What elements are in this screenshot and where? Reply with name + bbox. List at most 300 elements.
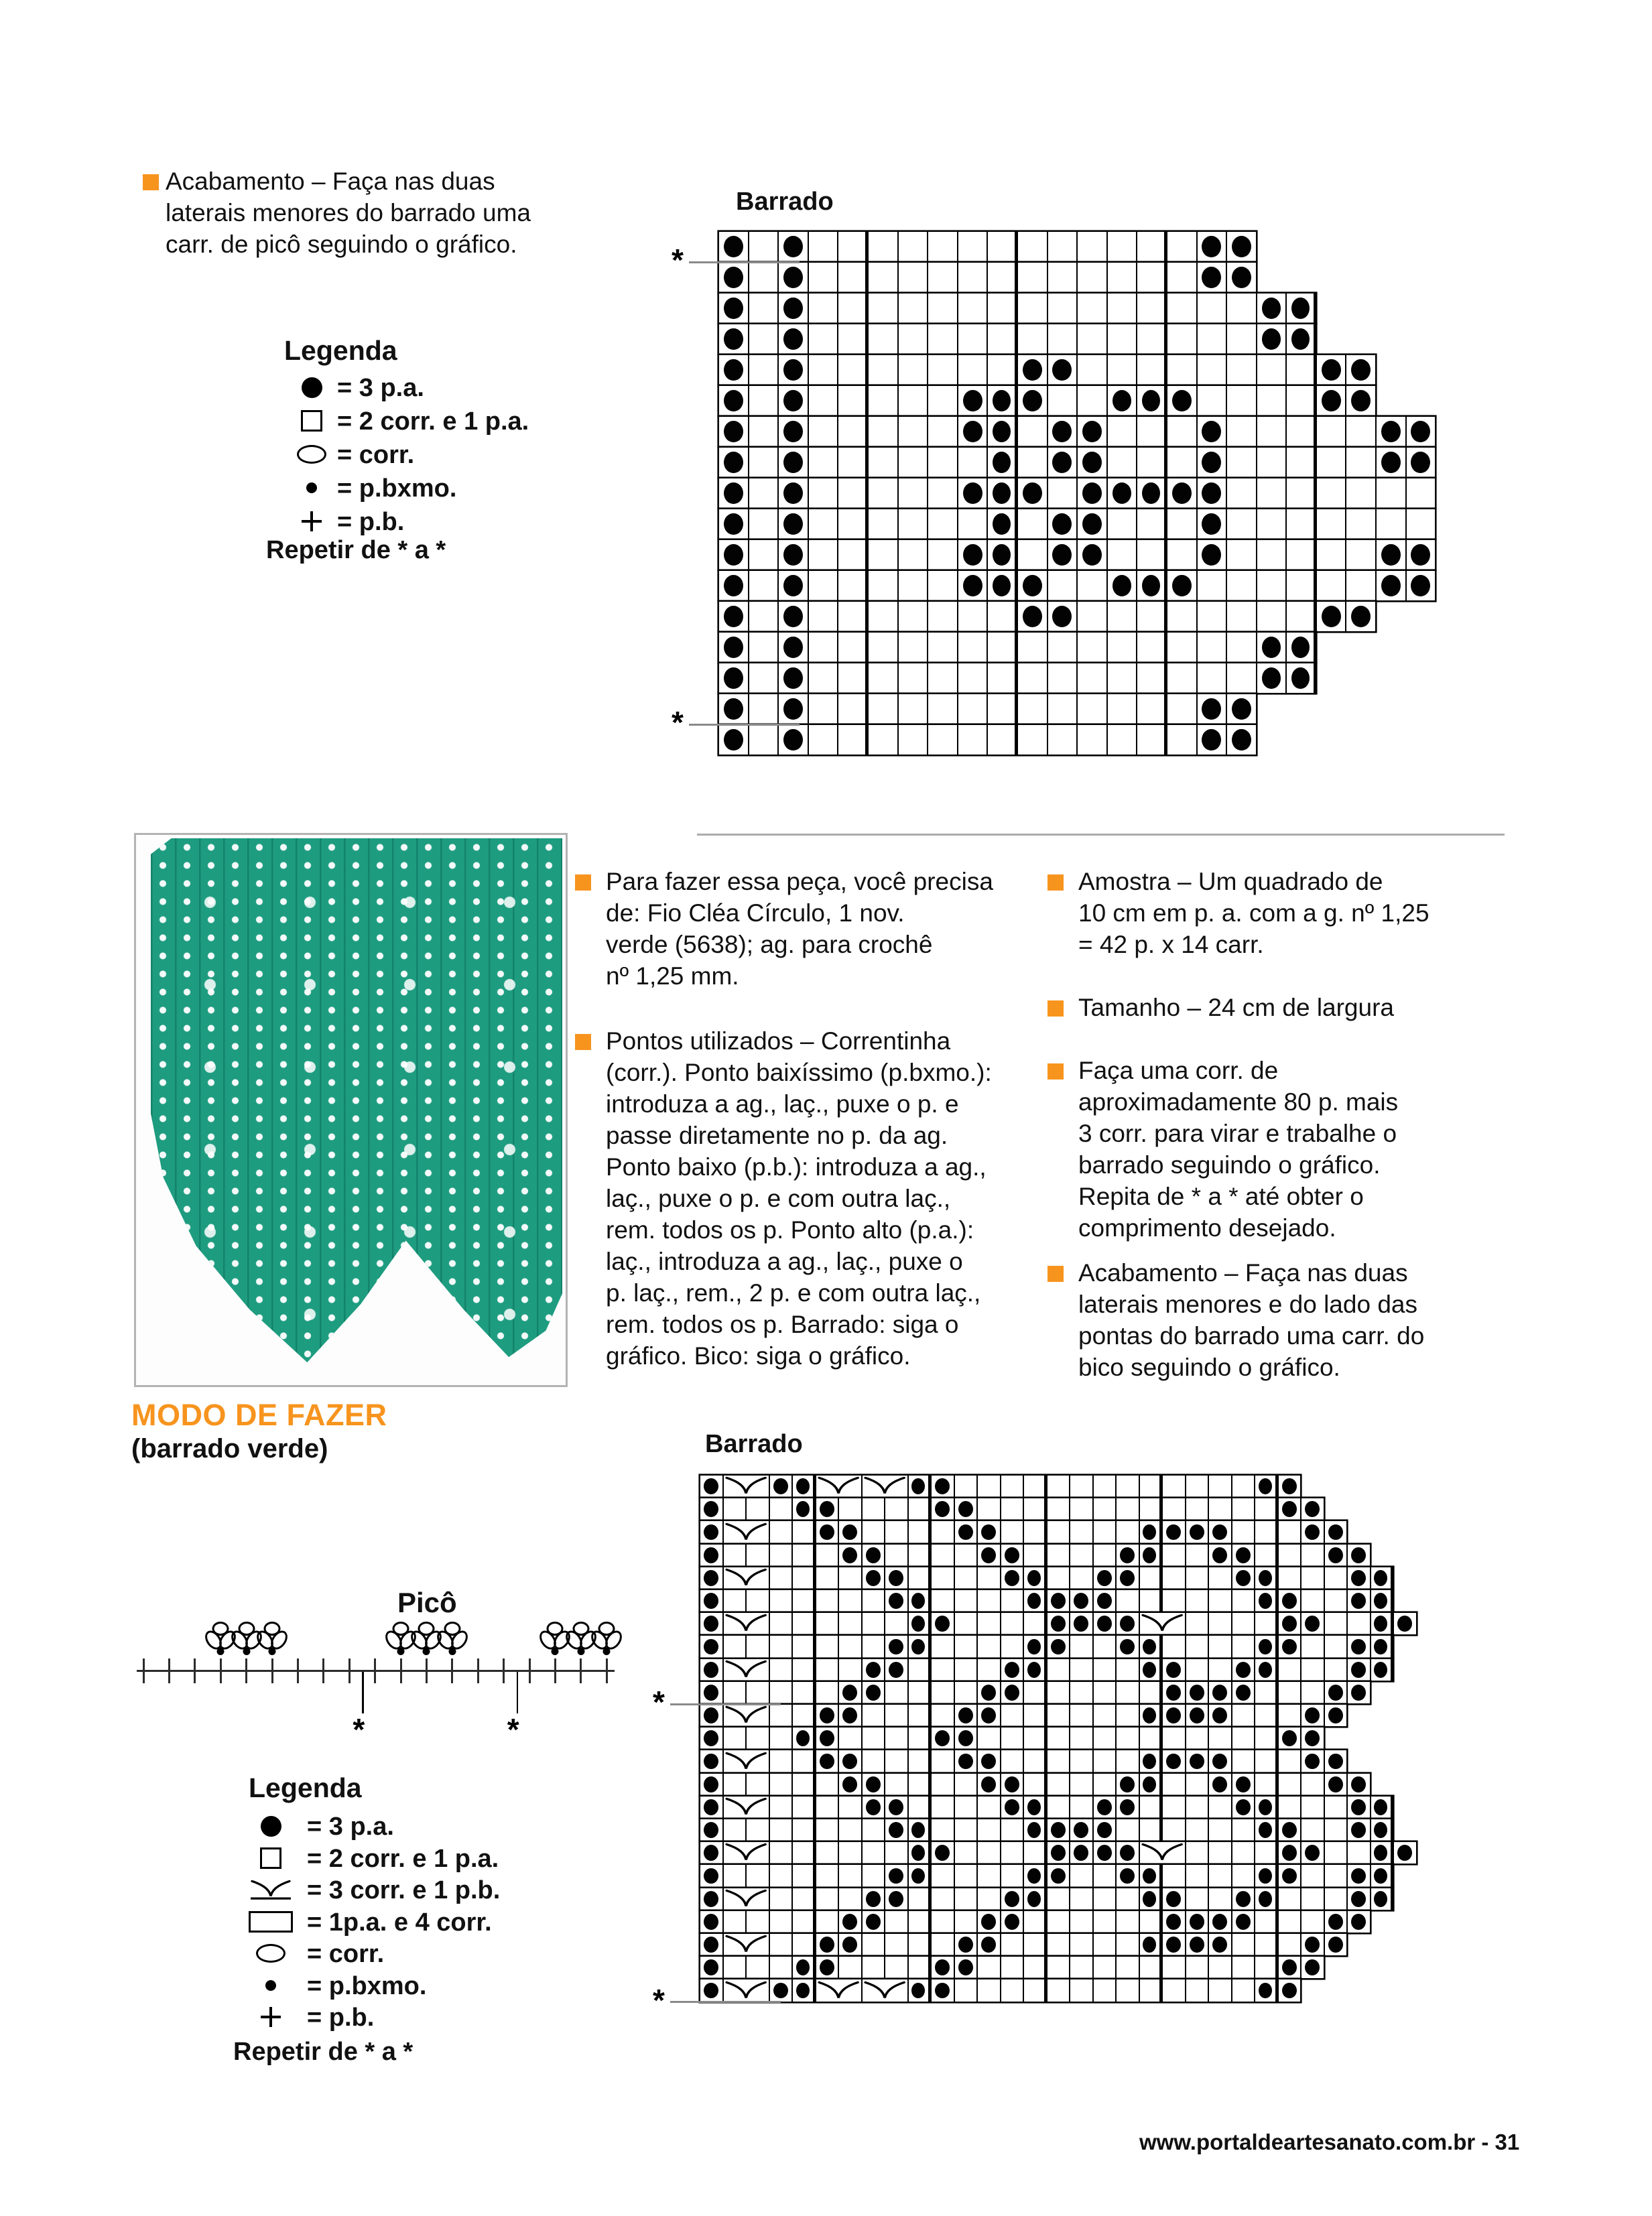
three-dc-dot xyxy=(1113,575,1132,597)
text-line: de: Fio Cléa Círculo, 1 nov. xyxy=(606,899,905,927)
legend-item xyxy=(266,508,615,539)
chart-cell-filled xyxy=(1139,1544,1163,1567)
three-dc-dot xyxy=(1142,482,1160,505)
chart-cell-filled xyxy=(718,724,749,755)
grid-row xyxy=(700,1704,1347,1727)
chart-cell-filled xyxy=(1047,1589,1070,1612)
three-dc-dot xyxy=(1411,421,1430,443)
chart-cell-filled xyxy=(977,1544,1001,1567)
chart-cell-filled xyxy=(1371,1589,1394,1612)
repeat-asterisk: * xyxy=(353,1712,365,1747)
chart-cell-empty xyxy=(1208,1979,1232,2002)
chart-cell-empty xyxy=(1346,570,1376,601)
chart-cell-empty xyxy=(1107,632,1137,663)
chart-cell-filled xyxy=(1208,1910,1232,1933)
chart-cell-empty xyxy=(749,354,779,385)
three-dc-dot xyxy=(1142,575,1160,597)
chart-cell-empty xyxy=(1017,324,1047,354)
chart-cell-filled xyxy=(1255,1658,1278,1681)
three-dc-dot xyxy=(1328,1547,1343,1563)
chart-cell-empty xyxy=(838,694,868,724)
legend-item-label: = 2 corr. e 1 p.a. xyxy=(337,407,529,436)
chart-cell-empty xyxy=(1257,416,1287,447)
chart-cell-empty xyxy=(1232,1864,1255,1887)
three-dc-dot xyxy=(1005,1891,1019,1907)
chart-cell-empty xyxy=(1023,1704,1047,1727)
chain-cross-icon xyxy=(451,1658,453,1683)
chart-cell-empty xyxy=(838,1589,862,1612)
legend-item-label: = p.b. xyxy=(307,2004,375,2032)
chart-cell-empty xyxy=(749,694,779,724)
chart-cell-empty xyxy=(862,1498,885,1520)
three-dc-dot xyxy=(1166,1937,1181,1953)
three-dc-dot xyxy=(866,1570,881,1586)
grid-row xyxy=(718,324,1316,354)
chart-cell-empty xyxy=(1226,324,1257,354)
chart-cell-empty xyxy=(1255,1933,1278,1956)
chart-cell-empty xyxy=(1047,1796,1070,1819)
chart-cell-empty xyxy=(931,1796,954,1819)
chart-cell-empty xyxy=(928,262,958,293)
text-line: laterais menores e do lado das xyxy=(1078,1291,1417,1318)
three-dc-dot xyxy=(704,1983,718,1999)
chart-cell-empty xyxy=(1023,1956,1047,1979)
chart-cell-empty xyxy=(908,1796,932,1819)
chart-cell-empty xyxy=(723,1910,747,1933)
chart-cell-empty xyxy=(1186,1979,1209,2002)
chart-cell-empty xyxy=(958,447,988,478)
chart-cell-empty xyxy=(749,447,779,478)
chart-cell-empty xyxy=(1093,1681,1117,1704)
three-dc-dot xyxy=(889,1868,903,1884)
three-dc-dot xyxy=(911,1593,925,1609)
chart-cell-empty xyxy=(958,663,988,694)
chart-cell-filled xyxy=(1167,478,1197,509)
three-dc-dot xyxy=(783,698,803,720)
three-dc-dot xyxy=(993,421,1011,443)
chart-cell-empty xyxy=(769,1567,793,1589)
chart-cell-empty xyxy=(1162,1956,1186,1979)
chart-cell-empty xyxy=(792,1612,816,1635)
three-dc-dot xyxy=(1351,1891,1366,1907)
chart-cell-filled xyxy=(1047,1612,1070,1635)
chart-cell-empty xyxy=(1186,1589,1209,1612)
three-dc-dot xyxy=(911,1983,925,1999)
text-line: aproximadamente 80 p. mais xyxy=(1078,1088,1399,1116)
chart-cell-empty xyxy=(749,632,779,663)
chart-cell-filled xyxy=(1371,1819,1394,1841)
chart-cell-empty xyxy=(977,1864,1001,1887)
chart-cell-empty xyxy=(977,1888,1001,1910)
chart-cell-empty xyxy=(1346,447,1376,478)
chart-cell-empty xyxy=(1406,509,1436,539)
chart-cell-empty xyxy=(749,539,779,570)
chart-cell-filled xyxy=(1139,1864,1163,1887)
chart-cell-filled xyxy=(718,447,749,478)
chart-cell-filled xyxy=(816,1704,839,1727)
chart-cell-empty xyxy=(1116,1658,1139,1681)
chart-cell-v xyxy=(723,1796,769,1819)
chart-cell-empty xyxy=(816,1773,839,1796)
three-dc-dot xyxy=(889,1891,903,1907)
three-dc-dot xyxy=(1027,1570,1041,1586)
legend-item-label: = 1p.a. e 4 corr. xyxy=(307,1908,492,1937)
chart-cell-empty xyxy=(1208,1498,1232,1520)
chart-cell-empty xyxy=(1047,1658,1070,1681)
chart-cell-empty xyxy=(1047,1933,1070,1956)
chart-cell-filled xyxy=(885,1796,908,1819)
chart-cell-empty xyxy=(749,385,779,416)
orange-bullet-icon xyxy=(1047,1000,1064,1017)
chart-cell-empty xyxy=(749,231,779,262)
chart-cell-empty xyxy=(954,1888,978,1910)
chart-cell-filled xyxy=(778,293,808,324)
three-dc-dot xyxy=(1005,1776,1019,1793)
chart-cell-empty xyxy=(723,1589,747,1612)
chart-cell-empty xyxy=(792,1933,816,1956)
chart-cell-empty xyxy=(838,663,868,694)
chart-cell-empty xyxy=(1139,1589,1163,1612)
chart-cell-empty xyxy=(1167,354,1197,385)
chart-cell-filled xyxy=(1047,447,1078,478)
three-dc-dot xyxy=(704,1524,718,1541)
three-dc-dot xyxy=(1143,1776,1156,1793)
chart-cell-filled xyxy=(792,1498,816,1520)
chart-cell-filled xyxy=(718,570,749,601)
chart-cell-empty xyxy=(908,1681,932,1704)
three-dc-dot xyxy=(724,575,743,597)
chart-cell-empty xyxy=(908,1727,932,1750)
text-line: 3 corr. para virar e trabalhe o xyxy=(1078,1120,1397,1147)
chart-cell-filled xyxy=(1186,1933,1209,1956)
chart-cell-empty xyxy=(808,478,838,509)
chart-cell-empty xyxy=(808,354,838,385)
three-dc-dot xyxy=(1305,1959,1320,1975)
chart-cell-empty xyxy=(769,1956,793,1979)
chart-cell-empty xyxy=(1324,1888,1348,1910)
three-dc-dot xyxy=(1236,1570,1251,1586)
chart-cell-empty xyxy=(749,262,779,293)
chart-cell-empty xyxy=(1278,1567,1301,1589)
chart-cell-empty xyxy=(954,1979,978,2002)
three-dc-dot xyxy=(1202,421,1221,443)
chart-cell-filled xyxy=(838,1750,862,1772)
chart-cell-filled xyxy=(718,324,749,354)
chart-cell-empty xyxy=(792,1635,816,1658)
chart-cell-empty xyxy=(862,1520,885,1543)
chart-cell-empty xyxy=(987,724,1017,755)
chart-cell-empty xyxy=(838,1498,862,1520)
paragraph xyxy=(1047,1257,1424,1383)
three-dc-dot xyxy=(842,1776,857,1793)
chart-cell-empty xyxy=(1257,539,1287,570)
chart-cell-empty xyxy=(816,1589,839,1612)
chart-cell-empty xyxy=(816,1544,839,1567)
three-dc-dot xyxy=(1259,1799,1272,1815)
chart-cell-empty xyxy=(1023,1727,1047,1750)
chart-cell-empty xyxy=(1286,601,1316,632)
chart-cell-empty xyxy=(931,1933,954,1956)
lace-photo xyxy=(134,833,568,1387)
three-dc-dot xyxy=(1052,513,1072,535)
three-dc-dot xyxy=(889,1822,903,1838)
chain-cross-icon xyxy=(529,1658,531,1683)
chart-cell-filled xyxy=(1257,632,1287,663)
v-shape-icon xyxy=(248,1876,294,1903)
chart-cell-empty xyxy=(1001,1498,1024,1520)
text-line: Acabamento – Faça nas duas xyxy=(1078,1259,1408,1287)
chart-cell-empty xyxy=(808,324,838,354)
three-dc-dot xyxy=(1027,1593,1041,1609)
grid-row xyxy=(700,1773,1371,1796)
three-dc-dot xyxy=(1381,421,1401,443)
chart-cell-empty xyxy=(1286,447,1316,478)
chart-cell-empty xyxy=(746,1589,769,1612)
chart-cell-empty xyxy=(838,1864,862,1887)
legend-item-label: = p.b. xyxy=(337,508,405,536)
three-dc-dot xyxy=(866,1662,881,1678)
paragraph-text xyxy=(1078,992,1394,1023)
chart-cell-empty xyxy=(838,293,868,324)
three-dc-dot xyxy=(820,1754,834,1770)
chart-cell-empty xyxy=(1116,1933,1139,1956)
chart-cell-empty xyxy=(1070,1979,1093,2002)
chart-cell-filled xyxy=(908,1635,932,1658)
three-dc-dot xyxy=(889,1593,903,1609)
legend-title: Legenda xyxy=(284,335,397,366)
chart-cell-empty xyxy=(1137,632,1167,663)
chart-cell-empty xyxy=(1001,1520,1024,1543)
chart-cell-filled xyxy=(700,1819,723,1841)
legend-item-label: = 3 p.a. xyxy=(307,1813,394,1841)
chart-cell-empty xyxy=(1255,1544,1278,1567)
chart-bottom-title: Barrado xyxy=(705,1430,803,1458)
chart-cell-empty xyxy=(1255,1681,1278,1704)
three-dc-dot xyxy=(1005,1799,1019,1815)
chart-cell-empty xyxy=(1226,478,1257,509)
chart-cell-empty xyxy=(987,293,1017,324)
chart-cell-empty xyxy=(1208,1635,1232,1658)
three-dc-dot xyxy=(1097,1570,1112,1586)
chart-cell-empty xyxy=(1316,570,1346,601)
legend-item-label: = 2 corr. e 1 p.a. xyxy=(307,1844,499,1873)
three-dc-dot xyxy=(981,1707,996,1723)
chart-cell-filled xyxy=(1186,1910,1209,1933)
chart-cell-empty xyxy=(1257,601,1287,632)
chart-cell-empty xyxy=(792,1841,816,1864)
chart-cell-filled xyxy=(718,416,749,447)
three-dc-dot xyxy=(704,1662,718,1678)
chart-cell-empty xyxy=(1324,1841,1348,1864)
chart-cell-filled xyxy=(778,724,808,755)
chart-cell-filled xyxy=(1070,1841,1093,1864)
chart-cell-empty xyxy=(908,1750,932,1772)
chart-cell-empty xyxy=(868,354,898,385)
text-line: (corr.). Ponto baixíssimo (p.bxmo.): xyxy=(606,1059,992,1086)
three-dc-dot xyxy=(1282,1730,1297,1746)
chart-cell-filled xyxy=(1347,1773,1371,1796)
chart-cell-filled xyxy=(1077,539,1107,570)
chart-cell-empty xyxy=(1226,509,1257,539)
chart-cell-empty xyxy=(1017,262,1047,293)
chart-cell-empty xyxy=(928,385,958,416)
chart-cell-empty xyxy=(1167,509,1197,539)
grid-row xyxy=(700,1864,1393,1887)
legend-item xyxy=(233,1813,609,1843)
three-dc-dot xyxy=(1282,1639,1297,1655)
chart-cell-filled xyxy=(1001,1888,1024,1910)
chart-cell-filled xyxy=(1001,1910,1024,1933)
chart-cell-empty xyxy=(1316,509,1346,539)
three-dc-dot xyxy=(1166,1891,1181,1907)
chart-cell-empty xyxy=(1137,539,1167,570)
chart-cell-empty xyxy=(862,1704,885,1727)
chart-cell-filled xyxy=(838,1704,862,1727)
three-dc-dot xyxy=(1328,1685,1343,1701)
three-dc-dot xyxy=(1351,1593,1366,1609)
chart-cell-empty xyxy=(928,416,958,447)
three-dc-dot xyxy=(724,421,743,443)
chart-cell-empty xyxy=(723,1864,747,1887)
chart-cell-empty xyxy=(769,1796,793,1819)
chart-cell-empty xyxy=(885,1750,908,1772)
paragraph xyxy=(1047,1055,1398,1244)
chart-cell-empty xyxy=(1257,385,1287,416)
chart-cell-empty xyxy=(723,1727,747,1750)
three-dc-dot xyxy=(866,1776,881,1793)
chart-cell-filled xyxy=(1023,1888,1047,1910)
chart-cell-empty xyxy=(1017,447,1047,478)
three-dc-dot xyxy=(796,1501,810,1517)
chart-cell-empty xyxy=(838,1956,862,1979)
chart-cell-empty xyxy=(1186,1635,1209,1658)
chart-cell-filled xyxy=(1023,1658,1047,1681)
three-dc-dot xyxy=(842,1524,857,1541)
chart-cell-empty xyxy=(1047,1979,1070,2002)
chart-cell-filled xyxy=(1137,570,1167,601)
chart-cell-filled xyxy=(862,1773,885,1796)
three-dc-dot xyxy=(1190,1754,1204,1770)
three-dc-dot xyxy=(820,1730,834,1746)
plus-icon xyxy=(293,508,330,535)
three-dc-dot xyxy=(1351,1914,1366,1930)
chart-cell-empty xyxy=(868,262,898,293)
chart-cell-empty xyxy=(885,1933,908,1956)
three-dc-dot xyxy=(1322,606,1341,628)
three-dc-dot xyxy=(1305,1707,1320,1723)
repeat-asterisk: * xyxy=(507,1712,519,1747)
three-dc-dot xyxy=(1027,1822,1041,1838)
text-line: 10 cm em p. a. com a g. nº 1,25 xyxy=(1078,899,1429,927)
three-dc-dot xyxy=(783,267,803,289)
three-dc-dot xyxy=(704,1730,718,1746)
section-divider xyxy=(697,834,1505,836)
grid-row xyxy=(700,1979,1301,2002)
chart-cell-empty xyxy=(838,1841,862,1864)
chart-cell-empty xyxy=(1226,416,1257,447)
chart-cell-filled xyxy=(1162,1888,1186,1910)
chart-cell-filled xyxy=(1232,1567,1255,1589)
chart-cell-filled xyxy=(778,539,808,570)
chart-cell-empty xyxy=(1070,1727,1093,1750)
three-dc-dot xyxy=(1212,1685,1227,1701)
three-dc-dot xyxy=(1082,544,1102,566)
chain-cross-icon xyxy=(477,1658,479,1683)
chart-cell-empty xyxy=(862,1864,885,1887)
chart-cell-empty xyxy=(1093,1979,1117,2002)
chart-cell-filled xyxy=(862,1567,885,1589)
chart-cell-empty xyxy=(1347,1841,1371,1864)
chart-cell-empty xyxy=(908,1544,932,1567)
grid-row xyxy=(700,1498,1324,1520)
three-dc-dot xyxy=(704,1959,718,1975)
chart-cell-empty xyxy=(1093,1910,1117,1933)
repeat-asterisk: * xyxy=(653,1982,665,2018)
three-dc-dot xyxy=(1166,1707,1181,1723)
chart-cell-filled xyxy=(1347,1635,1371,1658)
three-dc-dot xyxy=(963,482,982,505)
three-dc-dot xyxy=(1305,1501,1320,1517)
chart-cell-filled xyxy=(1116,1773,1139,1796)
chart-cell-filled xyxy=(700,1475,723,1498)
three-dc-dot xyxy=(724,452,743,474)
chart-cell-empty xyxy=(1257,570,1287,601)
chart-cell-filled xyxy=(1232,1773,1255,1796)
text-line: passe diretamente no p. da ag. xyxy=(606,1122,948,1149)
three-dc-dot xyxy=(935,1501,950,1517)
chart-cell-empty xyxy=(1116,1498,1139,1520)
legend-repeat-note: Repetir de * a * xyxy=(233,2038,414,2066)
chart-cell-filled xyxy=(816,1727,839,1750)
chart-cell-filled xyxy=(718,632,749,663)
text-line: barrado seguindo o gráfico. xyxy=(1078,1151,1381,1179)
chart-cell-empty xyxy=(1023,1612,1047,1635)
chart-cell-empty xyxy=(928,293,958,324)
chart-cell-empty xyxy=(954,1910,978,1933)
chart-cell-filled xyxy=(908,1979,932,2002)
chart-cell-filled xyxy=(1107,478,1137,509)
chart-cell-filled xyxy=(1162,1910,1186,1933)
legend-item-label: = corr. xyxy=(337,441,415,469)
chart-cell-empty xyxy=(977,1956,1001,1979)
repeat-line xyxy=(670,1703,781,1705)
chart-cell-filled xyxy=(1077,447,1107,478)
chart-cell-empty xyxy=(1278,1910,1301,1933)
chart-cell-empty xyxy=(1017,293,1047,324)
chart-cell-empty xyxy=(1047,1888,1070,1910)
chart-cell-filled xyxy=(1255,1888,1278,1910)
chart-cell-empty xyxy=(1376,478,1406,509)
three-dc-dot xyxy=(1374,1891,1387,1907)
chart-cell-empty xyxy=(1116,1475,1139,1498)
chart-cell-empty xyxy=(987,601,1017,632)
chart-cell-empty xyxy=(977,1567,1001,1589)
three-dc-dot xyxy=(1166,1754,1181,1770)
three-dc-dot xyxy=(724,544,743,566)
grid-row xyxy=(700,1612,1417,1635)
chart-cell-empty xyxy=(723,1544,747,1567)
chart-cell-empty xyxy=(987,354,1017,385)
chart-cell-empty xyxy=(838,447,868,478)
chart-cell-filled xyxy=(1371,1864,1394,1887)
three-dc-dot xyxy=(704,1570,718,1586)
three-dc-dot xyxy=(1351,1776,1366,1793)
chart-cell-empty xyxy=(792,1910,816,1933)
chart-cell-empty xyxy=(1001,1841,1024,1864)
chart-cell-filled xyxy=(778,478,808,509)
section-heading: MODO DE FAZER xyxy=(131,1398,387,1432)
chart-cell-empty xyxy=(1116,1589,1139,1612)
